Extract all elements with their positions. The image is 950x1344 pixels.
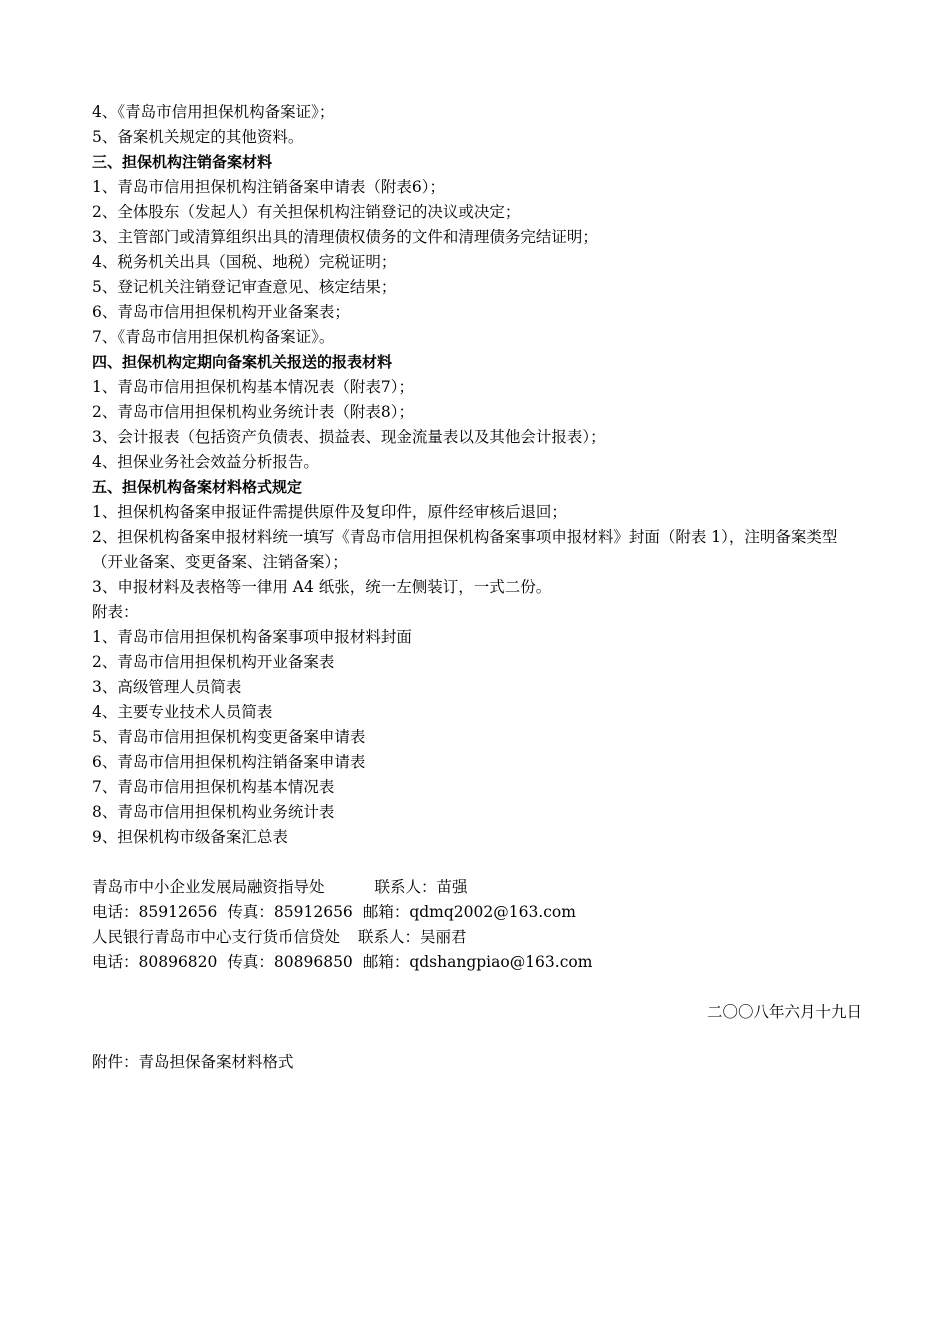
contact-row-3 [92,925,862,950]
fax-1: 传真：85912656 [227,903,353,921]
email-2: 邮箱：qdshangpiao@163.com [362,953,593,971]
attachment-item-4: 4、主要专业技术人员简表 [92,703,273,721]
section4-item-3: 3、会计报表（包括资产负债表、损益表、现金流量表以及其他会计报表）； [92,428,606,446]
section5-item-1: 1、担保机构备案申报证件需提供原件及复印件，原件经审核后退回； [92,503,567,521]
attachment-item-9: 9、担保机构市级备案汇总表 [92,828,288,846]
section3-item-5: 5、登记机关注销登记审查意见、核定结果； [92,278,397,296]
contact-row-4 [92,950,862,975]
spacer [92,975,862,1000]
phone-1: 电话：85912656 [92,903,218,921]
section4-item-2: 2、青岛市信用担保机构业务统计表（附表8）； [92,403,414,421]
section3-item-1: 1、青岛市信用担保机构注销备案申请表（附表6）； [92,178,445,196]
section5-item-3: 3、申报材料及表格等一律用 A4 纸张，统一左侧装订，一式二份。 [92,578,552,596]
contact-row-2 [92,900,862,925]
attachment-item-7: 7、青岛市信用担保机构基本情况表 [92,778,335,796]
attachment-item-3: 3、高级管理人员简表 [92,678,242,696]
section5-heading: 五、担保机构备案材料格式规定 [92,478,303,496]
document-page [92,100,862,1075]
section4-item-4: 4、担保业务社会效益分析报告。 [92,453,319,471]
section3-item-7: 7、《青岛市信用担保机构备案证》。 [92,328,335,346]
email-1: 邮箱：qdmq2002@163.com [362,903,576,921]
section2-item-5: 5、备案机关规定的其他资料。 [92,128,304,146]
spacer [92,1025,862,1050]
section3-item-3: 3、主管部门或清算组织出具的清理债权债务的文件和清理债务完结证明； [92,228,598,246]
section4-item-1: 1、青岛市信用担保机构基本情况表（附表7）； [92,378,414,396]
attachment-item-1: 1、青岛市信用担保机构备案事项申报材料封面 [92,628,412,646]
fax-2: 传真：80896850 [227,953,353,971]
contact-org-1: 青岛市中小企业发展局融资指导处 [92,878,325,896]
section3-item-2: 2、全体股东（发起人）有关担保机构注销登记的决议或决定； [92,203,521,221]
attachment-item-6: 6、青岛市信用担保机构注销备案申请表 [92,753,366,771]
section5-item-2: 2、担保机构备案申报材料统一填写《青岛市信用担保机构备案事项申报材料》封面（附表 1），注明备案类型（开业备案、变更备案、注销备案）； [92,528,838,571]
section3-item-4: 4、税务机关出具（国税、地税）完税证明； [92,253,397,271]
attachments-heading: 附表： [92,603,139,621]
phone-2: 电话：80896820 [92,953,218,971]
document-date: 二〇〇八年六月十九日 [706,1003,862,1021]
attachment-item-8: 8、青岛市信用担保机构业务统计表 [92,803,335,821]
attachment-item-2: 2、青岛市信用担保机构开业备案表 [92,653,335,671]
section4-heading: 四、担保机构定期向备案机关报送的报表材料 [92,353,393,371]
appendix-note: 附件：青岛担保备案材料格式 [92,1053,294,1071]
contact-person-2: 联系人：吴丽君 [358,928,467,946]
contact-row-1 [92,875,862,900]
spacer [92,850,862,875]
attachment-item-5: 5、青岛市信用担保机构变更备案申请表 [92,728,366,746]
section3-heading: 三、担保机构注销备案材料 [92,153,273,171]
contact-org-2: 人民银行青岛市中心支行货币信贷处 [92,928,341,946]
section2-item-4: 4、《青岛市信用担保机构备案证》； [92,103,335,121]
contact-person-1: 联系人：苗强 [374,878,468,896]
section3-item-6: 6、青岛市信用担保机构开业备案表； [92,303,350,321]
